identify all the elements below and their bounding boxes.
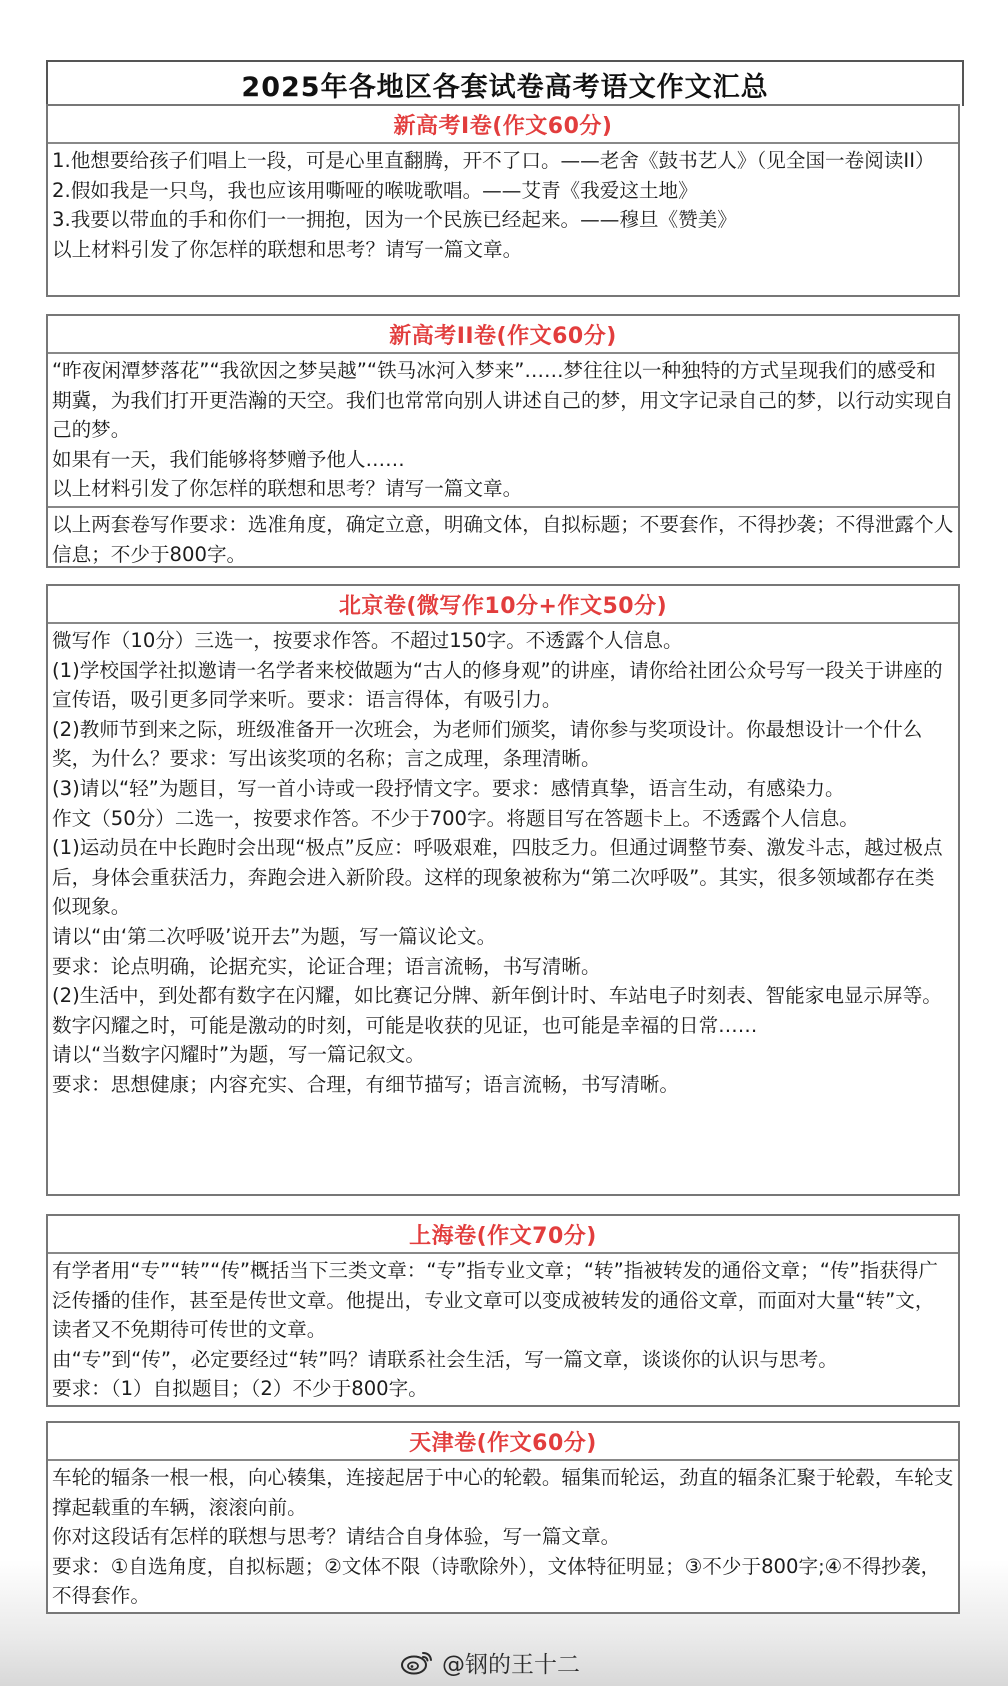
section-heading: 天津卷(作文60分) [48, 1423, 958, 1461]
watermark-text: @钢的王十二 [442, 1651, 580, 1678]
paragraph: 你对这段话有怎样的联想与思考？请结合自身体验，写一篇文章。 [52, 1525, 621, 1549]
paragraph: (2)教师节到来之际，班级准备开一次班会，为老师们颁奖，请你参与奖项设计。你最想设计一个什么奖，为什么？要求：写出该奖项的名称；言之成理，条理清晰。 [52, 717, 923, 771]
watermark [400, 1645, 580, 1679]
page-title: 2025年各地区各套试卷高考语文作文汇总 [46, 60, 964, 106]
paragraph: 作文（50分）二选一，按要求作答。不少于700字。将题目写在答题卡上。不透露个人信息。 [52, 806, 859, 830]
section-new-gaokao-2 [46, 314, 960, 568]
section-body [48, 1461, 958, 1613]
paragraph: 请以“当数字闪耀时”为题，写一篇记叙文。 [52, 1043, 425, 1067]
section-heading: 上海卷(作文70分) [48, 1216, 958, 1254]
paragraph: (1)学校国学社拟邀请一名学者来校做题为“古人的修身观”的讲座，请你给社团公众号写一段关于讲座的宣传语，吸引更多同学来听。要求：语言得体，有吸引力。 [52, 658, 943, 712]
paragraph: 要求：思想健康；内容充实、合理，有细节描写；语言流畅，书写清晰。 [52, 1072, 679, 1096]
paragraph: 由“专”到“传”，必定要经过“转”吗？请联系社会生活，写一篇文章，谈谈你的认识与思考。 [52, 1347, 838, 1371]
section-new-gaokao-1 [46, 104, 960, 297]
section-body [48, 624, 958, 1102]
section-body [48, 354, 958, 506]
section-body [48, 144, 958, 266]
paragraph: “昨夜闲潭梦落花”“我欲因之梦吴越”“铁马冰河入梦来”……梦往往以一种独特的方式呈现我们的感受和期冀，为我们打开更浩瀚的天空。我们也常常向别人讲述自己的梦，用文字记录自己的梦，以行动实现自己的梦。 [52, 359, 954, 442]
paragraph: 请以“由‘第二次呼吸’说开去”为题，写一篇议论文。 [52, 924, 497, 948]
section-heading: 新高考I卷(作文60分) [48, 106, 958, 144]
paragraph: (2)生活中，到处都有数字在闪耀，如比赛记分牌、新年倒计时、车站电子时刻表、智能家电显示屏等。数字闪耀之时，可能是激动的时刻，可能是收获的见证，也可能是幸福的日常…… [52, 984, 942, 1037]
paragraph: 要求：论点明确，论据充实，论证合理；语言流畅，书写清晰。 [52, 954, 601, 978]
paragraph: 微写作（10分）三选一，按要求作答。不超过150字。不透露个人信息。 [52, 629, 683, 652]
paragraph: 2.假如我是一只鸟，我也应该用嘶哑的喉咙歌唱。——艾青《我爱这土地》 [52, 178, 698, 202]
paragraph: 要求：（1）自拟题目；（2）不少于800字。 [52, 1377, 428, 1401]
paragraph: 有学者用“专”“转”“传”概括当下三类文章：“专”指专业文章；“转”指被转发的通俗文章；“传”指获得广泛传播的佳作，甚至是传世文章。他提出，专业文章可以变成被转发的通俗文章，而面对大量“转”文，读者又不免期待可传世的文章。 [52, 1259, 938, 1342]
paragraph: (3)请以“轻”为题目，写一首小诗或一段抒情文字。要求：感情真挚，语言生动，有感染力。 [52, 776, 845, 800]
paragraph: 3.我要以带血的手和你们一一拥抱，因为一个民族已经起来。——穆旦《赞美》 [52, 208, 737, 232]
section-shanghai [46, 1214, 960, 1407]
paragraph: 以上材料引发了你怎样的联想和思考？请写一篇文章。 [52, 477, 523, 501]
writing-requirements: 以上两套卷写作要求：选准角度，确定立意，明确文体，自拟标题；不要套作，不得抄袭；不得泄露个人信息；不少于800字。 [48, 506, 958, 571]
paragraph: 1.他想要给孩子们唱上一段，可是心里直翻腾，开不了口。——老舍《鼓书艺人》（见全国一卷阅读II） [52, 149, 935, 172]
paragraph: 如果有一天，我们能够将梦赠予他人…… [52, 447, 405, 471]
paragraph: (1)运动员在中长跑时会出现“极点”反应：呼吸艰难，四肢乏力。但通过调整节奏、激发斗志，越过极点后，身体会重获活力，奔跑会进入新阶段。这样的现象被称为“第二次呼吸”。其实，很多领域都存在类似现象。 [52, 836, 943, 919]
paragraph: 要求：①自选角度，自拟标题；②文体不限（诗歌除外），文体特征明显；③不少于800字;④不得抄袭，不得套作。 [52, 1554, 941, 1608]
weibo-icon [400, 1648, 434, 1676]
section-beijing [46, 584, 960, 1196]
section-heading: 新高考II卷(作文60分) [48, 316, 958, 354]
paragraph: 车轮的辐条一根一根，向心辏集，连接起居于中心的轮毂。辐集而轮运，劲直的辐条汇聚于轮毂，车轮支撑起载重的车辆，滚滚向前。 [52, 1466, 954, 1519]
section-tianjin [46, 1421, 960, 1614]
section-body [48, 1254, 958, 1406]
section-heading: 北京卷(微写作10分+作文50分) [48, 586, 958, 624]
paragraph: 以上材料引发了你怎样的联想和思考？请写一篇文章。 [52, 237, 523, 261]
